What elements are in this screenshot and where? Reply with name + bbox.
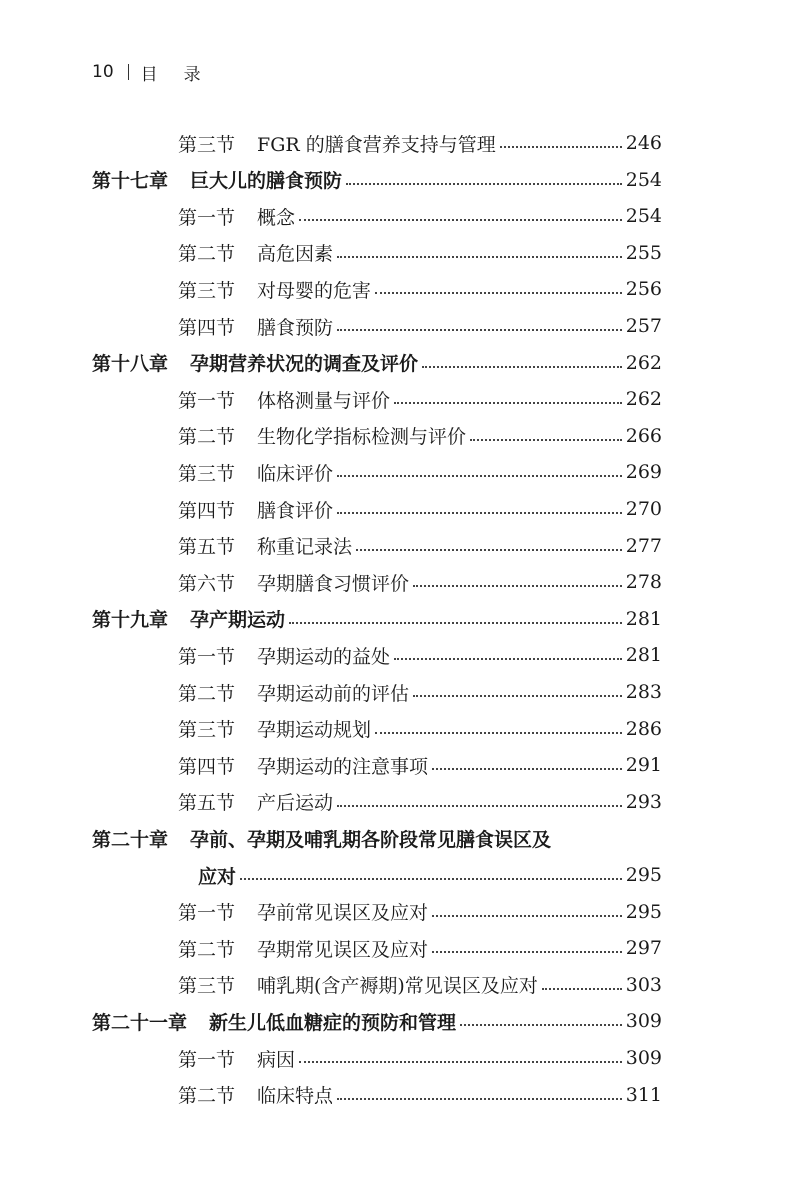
toc-entry-page-number: 295	[625, 900, 662, 923]
toc-entry-page-number: 257	[625, 315, 662, 337]
toc-entry-label: 第一节	[178, 1048, 236, 1071]
dot-leader	[432, 768, 622, 770]
dot-leader	[422, 366, 622, 368]
toc-entry-title: 孕产期运动	[190, 609, 286, 632]
toc-section-entry[interactable]	[178, 564, 662, 600]
toc-entry-label: 第二十章	[92, 828, 169, 851]
toc-chapter-entry[interactable]	[92, 1003, 662, 1039]
dot-leader	[356, 549, 622, 551]
toc-section-entry[interactable]	[178, 894, 662, 930]
toc-entry-page-number: 269	[625, 461, 662, 484]
toc-entry-label: 第二节	[178, 938, 236, 961]
dot-leader	[299, 219, 622, 221]
dot-leader	[413, 585, 622, 587]
toc-entry-title: 孕前常见误区及应对	[257, 902, 429, 925]
toc-entry-page-number: 277	[625, 534, 662, 557]
page-number: 10	[92, 62, 114, 82]
dot-leader	[337, 256, 622, 258]
toc-entry-label: 第三节	[178, 462, 236, 485]
toc-entry-label: 第十七章	[92, 170, 169, 193]
dot-leader	[240, 878, 622, 880]
toc-chapter-entry[interactable]	[92, 162, 662, 198]
toc-entry-page-number: 311	[625, 1083, 662, 1106]
toc-section-entry[interactable]	[178, 784, 662, 820]
toc-entry-label: 第二节	[178, 682, 236, 705]
toc-section-entry[interactable]	[178, 235, 662, 271]
toc-entry-label: 第五节	[178, 792, 236, 815]
dot-leader	[432, 915, 622, 917]
toc-chapter-entry[interactable]	[92, 820, 662, 856]
dot-leader	[394, 658, 622, 660]
toc-entry-page-number: 286	[625, 717, 662, 740]
toc-section-entry[interactable]	[178, 271, 662, 307]
toc-entry-label: 第一节	[178, 902, 236, 925]
toc-entry-label: 第一节	[178, 206, 236, 229]
toc-section-entry[interactable]	[178, 308, 662, 344]
toc-entry-title: 孕期运动的注意事项	[257, 755, 429, 778]
dot-leader	[394, 402, 622, 404]
toc-entry-label: 第二节	[178, 1085, 236, 1108]
toc-entry-page-number: 262	[625, 351, 662, 374]
toc-entry-title: FGR 的膳食营养支持与管理	[257, 133, 496, 156]
toc-entry-page-number: 270	[625, 498, 662, 520]
toc-entry-title: 膳食预防	[257, 316, 334, 339]
toc-entry-title: 概念	[257, 206, 296, 229]
toc-entry-page-number: 303	[625, 973, 662, 996]
dot-leader	[542, 988, 622, 990]
toc-section-entry[interactable]	[178, 747, 662, 783]
toc-entry-title: 生物化学指标检测与评价	[257, 426, 467, 449]
toc-entry-label: 第二十一章	[92, 1011, 188, 1034]
toc-entry-page-number: 291	[625, 754, 662, 777]
toc-entry-label: 第三节	[178, 975, 236, 998]
toc-entry-title: 孕期膳食习惯评价	[257, 572, 410, 595]
toc-entry-title: 临床特点	[257, 1085, 334, 1108]
toc-entry-page-number: 256	[625, 278, 662, 301]
toc-entry-title: 产后运动	[257, 792, 334, 815]
toc-section-entry[interactable]	[178, 454, 662, 490]
dot-leader	[470, 439, 622, 441]
toc-section-entry[interactable]	[178, 1077, 662, 1113]
toc-entry-label: 第十九章	[92, 609, 169, 632]
toc-entry-title: 孕前、孕期及哺乳期各阶段常见膳食误区及	[190, 828, 552, 851]
toc-entry-title: 病因	[257, 1048, 296, 1071]
running-header	[92, 58, 227, 86]
dot-leader	[337, 512, 622, 514]
toc-section-entry[interactable]	[178, 418, 662, 454]
toc-entry-label: 第四节	[178, 755, 236, 778]
toc-entry-page-number: 297	[625, 937, 662, 960]
dot-leader	[337, 329, 622, 331]
dot-leader	[337, 805, 622, 807]
toc-entry-page-number: 309	[625, 1010, 662, 1033]
toc-entry-label: 第一节	[178, 645, 236, 668]
toc-entry-label: 第二节	[178, 426, 236, 449]
dot-leader	[337, 475, 622, 477]
toc-section-entry[interactable]	[178, 674, 662, 710]
toc-entry-title: 高危因素	[257, 243, 334, 266]
toc-entry-label: 第五节	[178, 536, 236, 559]
toc-chapter-continuation[interactable]	[198, 857, 662, 893]
toc-entry-label: 第一节	[178, 389, 236, 412]
toc-entry-label: 第三节	[178, 279, 236, 302]
toc-entry-label: 第三节	[178, 719, 236, 742]
dot-leader	[289, 622, 622, 624]
toc-section-entry[interactable]	[178, 930, 662, 966]
toc-entry-page-number: 295	[625, 864, 662, 886]
toc-entry-page-number: 254	[625, 205, 662, 228]
toc-entry-title: 哺乳期(含产褥期)常见误区及应对	[257, 975, 538, 998]
toc-section-entry[interactable]	[178, 528, 662, 564]
toc-entry-title: 巨大儿的膳食预防	[190, 170, 343, 193]
toc-chapter-entry[interactable]	[92, 345, 662, 381]
dot-leader	[299, 1061, 622, 1063]
toc-entry-label: 第四节	[178, 499, 236, 522]
dot-leader	[432, 951, 622, 953]
toc-chapter-entry[interactable]	[92, 601, 662, 637]
toc-entry-label: 第六节	[178, 572, 236, 595]
toc-entry-page-number: 255	[625, 241, 662, 264]
toc-entry-label: 第二节	[178, 243, 236, 266]
header-divider	[128, 64, 129, 80]
toc-section-entry[interactable]	[178, 381, 662, 417]
toc-section-entry[interactable]	[178, 198, 662, 234]
toc-entry-page-number: 246	[625, 132, 662, 154]
toc-entry-title: 孕期营养状况的调查及评价	[190, 353, 419, 376]
toc-section-entry[interactable]	[178, 125, 662, 161]
dot-leader	[346, 183, 622, 185]
toc-section-entry[interactable]	[178, 491, 662, 527]
toc-entry-title: 孕期运动规划	[257, 719, 372, 742]
dot-leader	[337, 1098, 622, 1100]
dot-leader	[413, 695, 622, 697]
toc-entry-title: 膳食评价	[257, 499, 334, 522]
toc-entry-title: 对母婴的危害	[257, 279, 372, 302]
toc-entry-page-number: 283	[625, 681, 662, 703]
toc-entry-title: 临床评价	[257, 462, 334, 485]
toc-entry-page-number: 281	[625, 644, 662, 667]
toc-entry-page-number: 266	[625, 424, 662, 447]
toc-entry-page-number: 254	[625, 168, 662, 191]
toc-entry-page-number: 278	[625, 571, 662, 594]
toc-entry-title: 体格测量与评价	[257, 389, 391, 412]
toc-entry-page-number: 293	[625, 790, 662, 813]
toc-section-entry[interactable]	[178, 711, 662, 747]
header-title: 目录	[140, 64, 227, 85]
toc-entry-page-number: 281	[625, 607, 662, 630]
toc-entry-title: 孕期常见误区及应对	[257, 938, 429, 961]
dot-leader	[375, 732, 622, 734]
toc-entry-title: 称重记录法	[257, 536, 353, 559]
toc-section-entry[interactable]	[178, 967, 662, 1003]
toc-entry-title: 孕期运动前的评估	[257, 682, 410, 705]
dot-leader	[500, 146, 622, 148]
toc-entry-label: 第十八章	[92, 353, 169, 376]
toc-entry-title: 新生儿低血糖症的预防和管理	[209, 1011, 457, 1034]
toc-entry-title: 应对	[198, 865, 237, 888]
toc-entry-label: 第三节	[178, 133, 236, 156]
toc-entry-title: 孕期运动的益处	[257, 645, 391, 668]
toc-entry-label: 第四节	[178, 316, 236, 339]
toc-entry-page-number: 262	[625, 388, 662, 411]
toc-section-entry[interactable]	[178, 1040, 662, 1076]
dot-leader	[460, 1024, 622, 1026]
toc-entry-page-number: 309	[625, 1047, 662, 1069]
toc-section-entry[interactable]	[178, 637, 662, 673]
dot-leader	[375, 292, 622, 294]
